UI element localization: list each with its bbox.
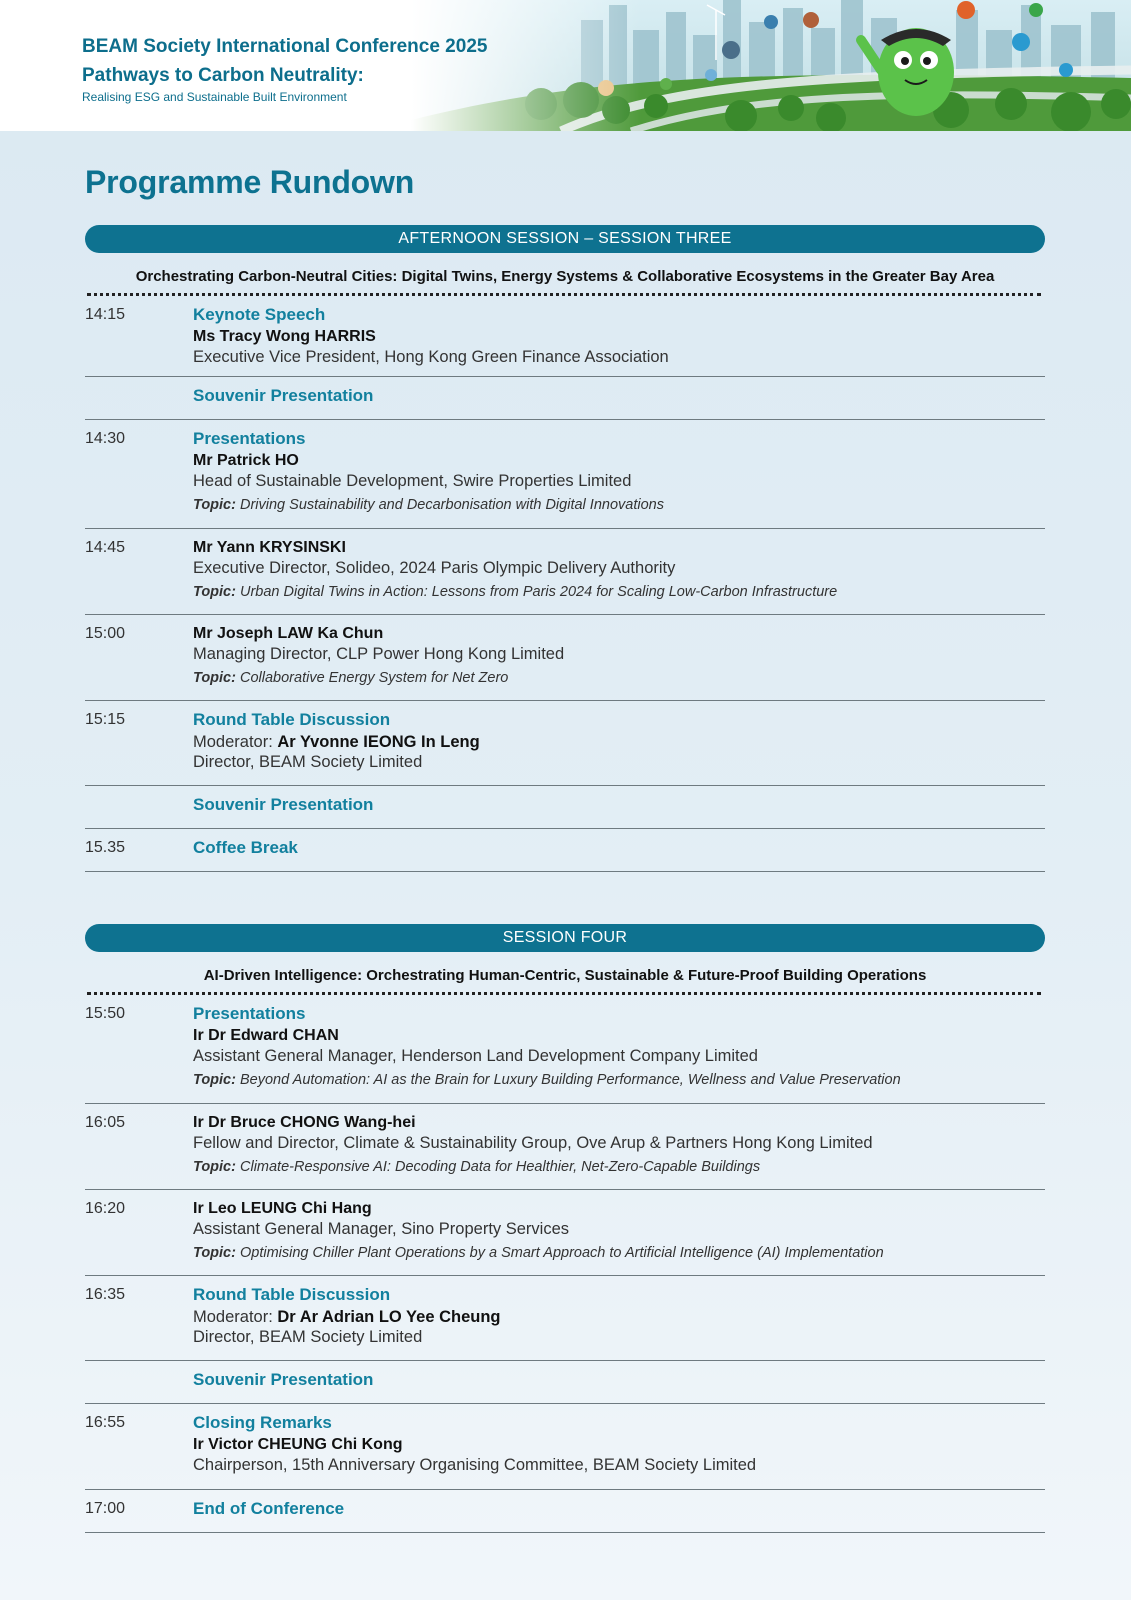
conference-banner (0, 0, 1131, 131)
banner-text (82, 32, 487, 104)
speaker-name: Ir Dr Edward CHAN (193, 1027, 339, 1044)
talk-topic (193, 1243, 1045, 1263)
programme-item (85, 420, 1045, 529)
programme-item (85, 1190, 1045, 1276)
item-time: 14:15 (85, 306, 126, 323)
moderator-line (193, 1307, 1045, 1327)
topic-label: Topic: (193, 584, 236, 600)
speaker-title: Managing Director, CLP Power Hong Kong Limited (193, 645, 565, 663)
moderator-name: Dr Ar Adrian LO Yee Cheung (277, 1308, 501, 1326)
speaker-name: Ms Tracy Wong HARRIS (193, 328, 376, 345)
item-type: Presentations (193, 429, 306, 448)
conference-theme-subtitle: Realising ESG and Sustainable Built Environment (82, 90, 347, 104)
programme-item (85, 1404, 1045, 1490)
moderator-label: Moderator: (193, 1308, 273, 1326)
programme-item (85, 529, 1045, 615)
conference-name: BEAM Society International Conference 2025 (82, 36, 488, 57)
topic-label: Topic: (193, 1245, 236, 1261)
programme-item (85, 701, 1045, 786)
session-three (85, 225, 1045, 872)
programme-item (85, 1276, 1045, 1361)
item-time: 14:30 (85, 430, 126, 447)
programme-item (85, 1104, 1045, 1190)
speaker-title: Assistant General Manager, Sino Property Services (193, 1220, 570, 1238)
topic-label: Topic: (193, 670, 236, 686)
topic-text: Urban Digital Twins in Action: Lessons from Paris 2024 for Scaling Low-Carbon Infrastructure (240, 584, 838, 600)
session-four (85, 924, 1045, 1533)
programme-item (85, 786, 1045, 829)
item-type: Round Table Discussion (193, 1285, 391, 1304)
moderator-title: Director, BEAM Society Limited (193, 1328, 423, 1346)
topic-text: Collaborative Energy System for Net Zero (240, 670, 509, 686)
programme-item (85, 615, 1045, 701)
talk-topic (193, 1157, 1045, 1177)
speaker-title: Assistant General Manager, Henderson Land Development Company Limited (193, 1047, 758, 1065)
speaker-name: Ir Dr Bruce CHONG Wang-hei (193, 1114, 416, 1131)
topic-label: Topic: (193, 1159, 236, 1175)
topic-text: Beyond Automation: AI as the Brain for Luxury Building Performance, Wellness and Value Preservation (240, 1072, 901, 1088)
speaker-name: Mr Yann KRYSINSKI (193, 539, 346, 556)
speaker-name: Mr Patrick HO (193, 452, 299, 469)
item-time: 16:55 (85, 1414, 126, 1431)
item-time: 14:45 (85, 539, 126, 556)
speaker-name: Ir Victor CHEUNG Chi Kong (193, 1436, 403, 1453)
speaker-title: Executive Director, Solideo, 2024 Paris Olympic Delivery Authority (193, 559, 676, 577)
talk-topic (193, 582, 1045, 602)
session-subtitle: Orchestrating Carbon-Neutral Cities: Digital Twins, Energy Systems & Collaborative Ecosystems in the Greater Bay Area (135, 268, 995, 285)
moderator-title: Director, BEAM Society Limited (193, 753, 423, 771)
item-type: Keynote Speech (193, 305, 326, 324)
programme-item (85, 829, 1045, 872)
conference-theme: Pathways to Carbon Neutrality: (82, 65, 364, 86)
moderator-name: Ar Yvonne IEONG In Leng (277, 733, 480, 751)
item-type: Closing Remarks (193, 1413, 332, 1432)
programme-item (85, 1490, 1045, 1533)
page-title: Programme Rundown (85, 164, 415, 200)
programme-item (85, 296, 1045, 377)
speaker-name: Mr Joseph LAW Ka Chun (193, 625, 384, 642)
item-time: 15:50 (85, 1005, 126, 1022)
item-time: 15:00 (85, 625, 126, 642)
topic-text: Optimising Chiller Plant Operations by a Smart Approach to Artificial Intelligence (AI) Implementation (240, 1245, 884, 1261)
item-type: Coffee Break (193, 838, 298, 857)
programme-item (85, 995, 1045, 1104)
talk-topic (193, 1070, 1045, 1090)
programme-item (85, 377, 1045, 420)
speaker-name: Ir Leo LEUNG Chi Hang (193, 1200, 372, 1217)
item-time: 17:00 (85, 1500, 126, 1517)
topic-text: Driving Sustainability and Decarbonisation with Digital Innovations (240, 497, 664, 513)
talk-topic (193, 495, 1045, 515)
item-time: 16:05 (85, 1114, 126, 1131)
item-time: 16:20 (85, 1200, 126, 1217)
item-time: 16:35 (85, 1286, 126, 1303)
moderator-label: Moderator: (193, 733, 273, 751)
item-type: Presentations (193, 1004, 306, 1023)
speaker-title: Chairperson, 15th Anniversary Organising Committee, BEAM Society Limited (193, 1456, 757, 1474)
session-label: AFTERNOON SESSION – SESSION THREE (85, 225, 1045, 253)
item-type: Souvenir Presentation (193, 386, 374, 405)
item-time: 15:15 (85, 711, 126, 728)
item-type: Souvenir Presentation (193, 1370, 374, 1389)
session-subtitle: AI-Driven Intelligence: Orchestrating Human-Centric, Sustainable & Future-Proof Building Operations (203, 967, 927, 984)
programme-item (85, 1361, 1045, 1404)
item-time: 15.35 (85, 839, 126, 856)
talk-topic (193, 668, 1045, 688)
item-type: End of Conference (193, 1499, 345, 1518)
topic-label: Topic: (193, 497, 236, 513)
topic-label: Topic: (193, 1072, 236, 1088)
moderator-line (193, 732, 1045, 752)
topic-text: Climate-Responsive AI: Decoding Data for Healthier, Net-Zero-Capable Buildings (240, 1159, 761, 1175)
speaker-title: Fellow and Director, Climate & Sustainability Group, Ove Arup & Partners Hong Kong Limited (193, 1134, 873, 1152)
speaker-title: Executive Vice President, Hong Kong Green Finance Association (193, 348, 669, 366)
session-label: SESSION FOUR (85, 924, 1045, 952)
city-mascot-illustration (411, 0, 1131, 131)
programme-list (85, 995, 1045, 1533)
programme-list (85, 296, 1045, 872)
speaker-title: Head of Sustainable Development, Swire Properties Limited (193, 472, 632, 490)
item-type: Round Table Discussion (193, 710, 391, 729)
item-type: Souvenir Presentation (193, 795, 374, 814)
